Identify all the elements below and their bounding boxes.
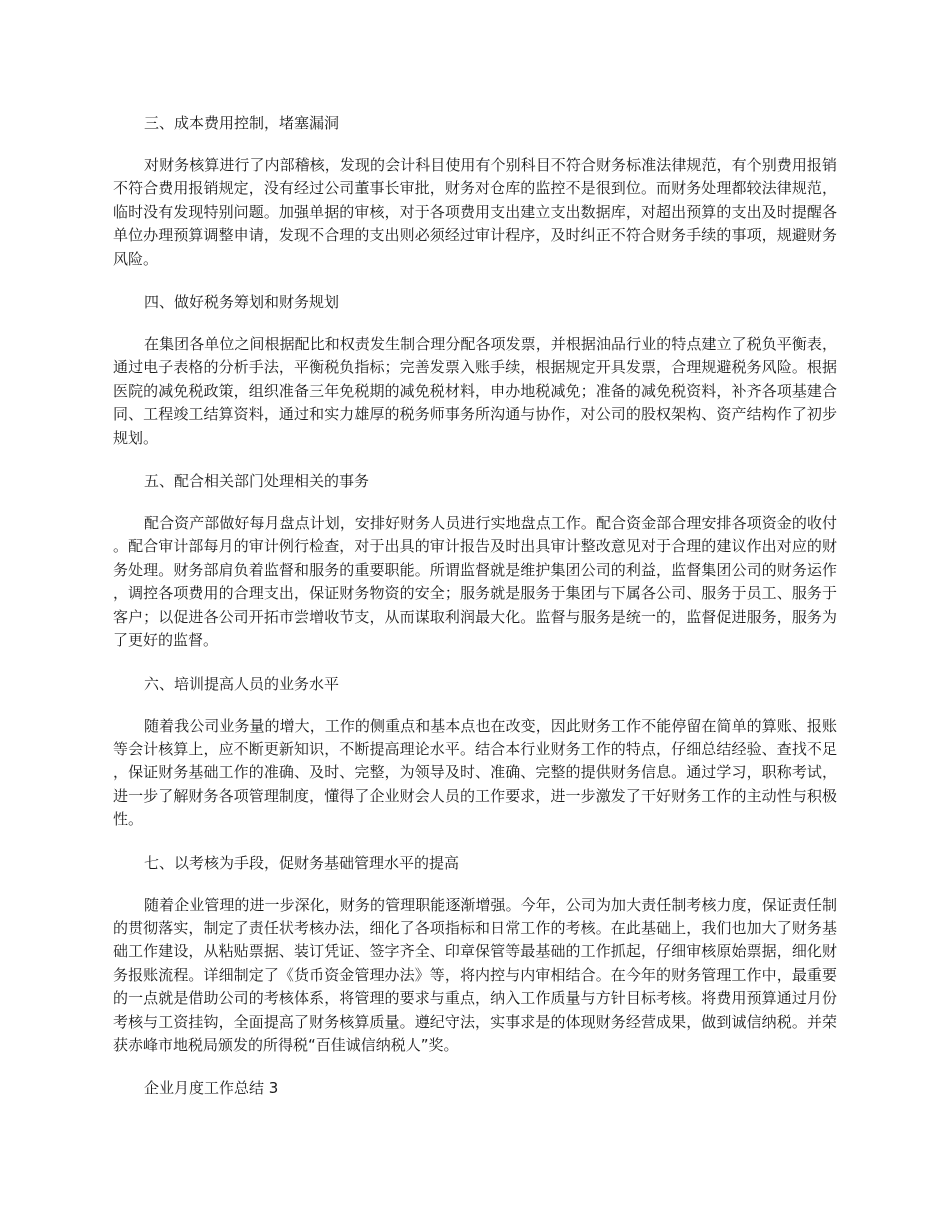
section-body-cost-control: 对财务核算进行了内部稽核，发现的会计科目使用有个别科目不符合财务标准法律规范，有个别费用报销不符合费用报销规定，没有经过公司董事长审批，财务对仓库的监控不是很到位。而财务处理都较法律规范，临时没有发现特别问题。加强单据的审核，对于各项费用支出建立支出数据库，对超出预算的支出及时提醒各单位办理预算调整申请，发现不合理的支出则必须经过审计程序，及时纠正不符合财务手续的事项，规避财务风险。 [113, 156, 837, 268]
section-heading-department-cooperation: 五、配合相关部门处理相关的事务 [144, 472, 370, 491]
section-body-staff-training: 随着我公司业务量的增大，工作的侧重点和基本点也在改变，因此财务工作不能停留在简单的算账、报账等会计核算上，应不断更新知识，不断提高理论水平。结合本行业财务工作的特点，仔细总结经验、查找不足，保证财务基础工作的准确、及时、完整，为领导及时、准确、完整的提供财务信息。通过学习，职称考试，进一步了解财务各项管理制度，懂得了企业财会人员的工作要求，进一步激发了干好财务工作的主动性与积极性。 [113, 716, 837, 829]
section-heading-tax-planning: 四、做好税务筹划和财务规划 [144, 293, 340, 312]
section-heading-assessment: 七、以考核为手段，促财务基础管理水平的提高 [144, 853, 460, 872]
section-heading-cost-control: 三、成本费用控制，堵塞漏洞 [144, 114, 340, 132]
section-body-department-cooperation: 配合资产部做好每月盘点计划，安排好财务人员进行实地盘点工作。配合资金部合理安排各项资金的收付。配合审计部每月的审计例行检查，对于出具的审计报告及时出具审计整改意见对于合理的建议作出对应的财务处理。财务部肩负着监督和服务的重要职能。所谓监督就是维护集团公司的利益，监督集团公司的财务运作，调控各项费用的合理支出，保证财务物资的安全；服务就是服务于集团与下属各公司、服务于员工、服务于客户；以促进各公司开拓市尝增收节支，从而谋取利润最大化。监督与服务是统一的，监督促进服务，服务为了更好的监督。 [113, 514, 837, 650]
section-body-assessment: 随着企业管理的进一步深化，财务的管理职能逐渐增强。今年，公司为加大责任制考核力度，保证责任制的贯彻落实，制定了责任状考核办法，细化了各项指标和日常工作的考核。在此基础上，我们也加大了财务基础工作建设，从粘贴票据、装订凭证、签字齐全、印章保管等最基础的工作抓起，仔细审核原始票据，细化财务报账流程。详细制定了《货币资金管理办法》等，将内控与内审相结合。在今年的财务管理工作中，最重要的一点就是借助公司的考核体系，将管理的要求与重点，纳入工作质量与方针目标考核。将费用预算通过月份考核与工资挂钩，全面提高了财务核算质量。遵纪守法，实事求是的体现财务经营成果，做到诚信纳税。并荣获赤峰市地税局颁发的所得税“百佳诚信纳税人”奖。 [113, 895, 837, 1054]
closing-title: 企业月度工作总结 3 [144, 1079, 279, 1098]
document-body [113, 112, 837, 1119]
section-body-tax-planning: 在集团各单位之间根据配比和权责发生制合理分配各项发票，并根据油品行业的特点建立了税负平衡表，通过电子表格的分析手法，平衡税负指标；完善发票入账手续，根据规定开具发票，合理规避税务风险。根据医院的减免税政策，组织准备三年免税期的减免税材料，申办地税减免；准备的减免税资料，补齐各项基建合同、工程竣工结算资料，通过和实力雄厚的税务师事务所沟通与协作，对公司的股权架构、资产结构作了初步规划。 [113, 335, 837, 447]
section-heading-staff-training: 六、培训提高人员的业务水平 [144, 674, 340, 693]
